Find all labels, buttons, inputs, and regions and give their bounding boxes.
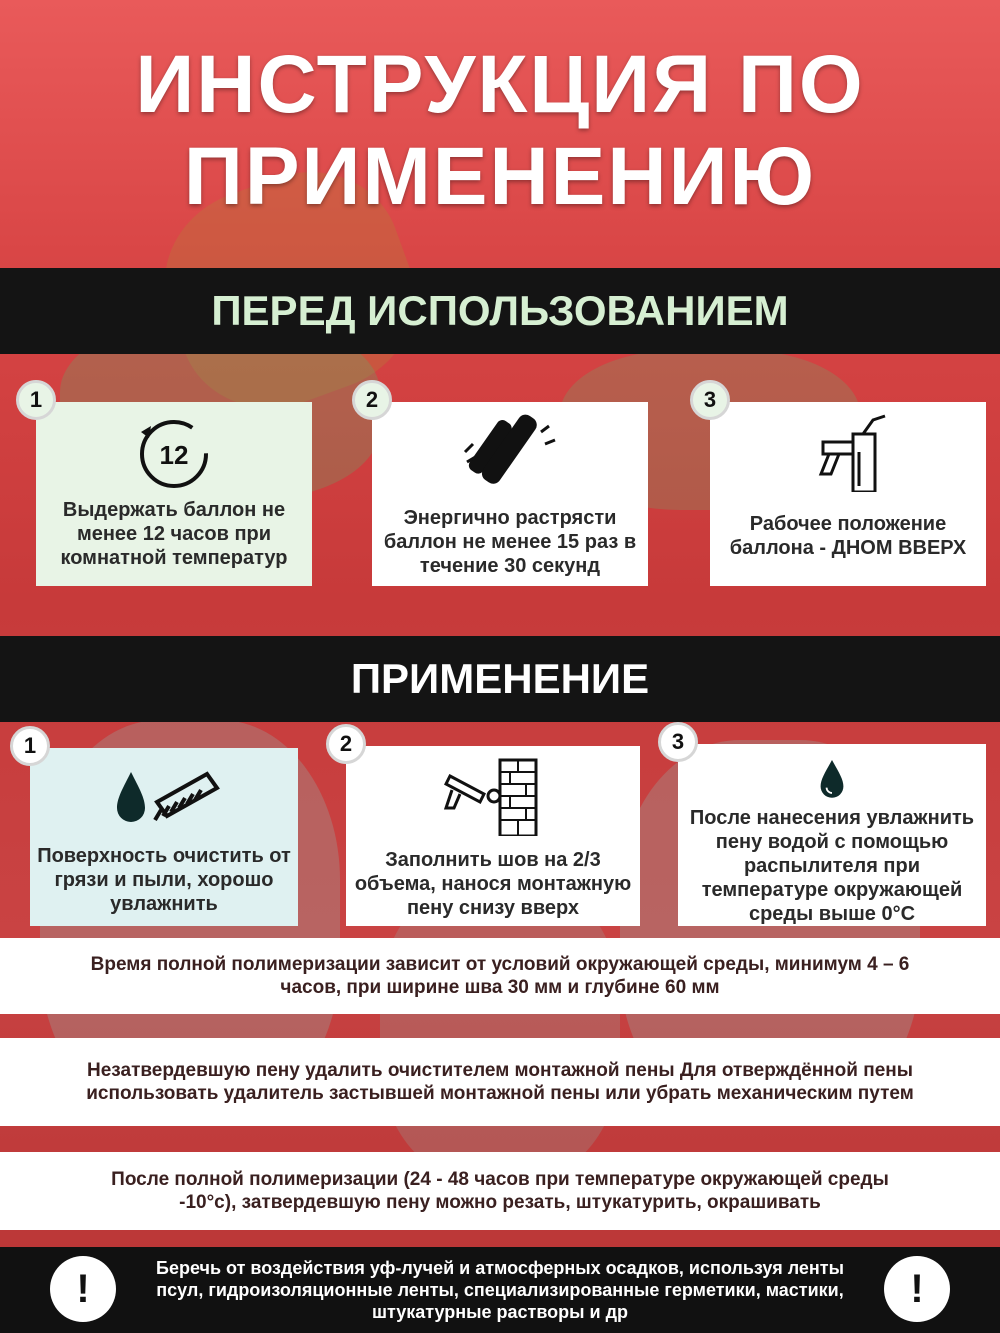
before-step-card-1 [36, 402, 312, 586]
step-text: Заполнить шов на 2/3 объема, нанося монтажную пену снизу вверх [354, 849, 632, 919]
apply-step-card-2 [346, 746, 640, 926]
step-text: После нанесения увлажнить пену водой с помощью распылителя при температуре окружающей среды выше 0°С [689, 807, 975, 925]
step-number-badge: 1 [10, 726, 50, 766]
section-header-before [0, 268, 1000, 354]
step-text: Поверхность очистить от грязи и пыли, хорошо увлажнить [37, 845, 291, 915]
section-heading: ПРИМЕНЕНИЕ [350, 655, 650, 702]
warning-icon: ! [884, 1256, 950, 1322]
step-number-badge: 3 [658, 722, 698, 762]
foam-gun-wall-icon [438, 756, 548, 836]
before-step-card-3 [710, 402, 986, 586]
apply-step-card-1 [30, 748, 298, 926]
note-after: После полной полимеризации (24 - 48 часов при температуре окружающей среды -10°с), затвердевшую пену можно резать, штукатурить, окрашивать [0, 1152, 1000, 1230]
drop-brush-icon [99, 758, 229, 838]
shake-can-icon [455, 412, 565, 492]
before-step-card-2 [372, 402, 648, 586]
warning-icon: ! [50, 1256, 116, 1322]
svg-text:12: 12 [159, 440, 189, 470]
section-header-apply [0, 636, 1000, 722]
gun-upside-icon [793, 412, 903, 492]
step-number-badge: 3 [690, 380, 730, 420]
footer-warning [0, 1247, 1000, 1333]
step-text: Энергично растрясти баллон не менее 15 раз в течение 30 секунд [383, 507, 637, 577]
page-title-line2: ПРИМЕНЕНИЮ [183, 131, 817, 222]
clock-12-icon [119, 412, 229, 492]
step-text: Выдержать баллон не менее 12 часов при комнатной температур [60, 499, 288, 569]
page-title-line1: ИНСТРУКЦИЯ ПО [135, 39, 865, 130]
note-polymerization: Время полной полимеризации зависит от условий окружающей среды, минимум 4 – 6 часов, при ширине шва 30 мм и глубине 60 мм [0, 938, 1000, 1014]
section-heading: ПЕРЕД ИСПОЛЬЗОВАНИЕМ [211, 287, 789, 334]
footer-text: Беречь от воздействия уф-лучей и атмосферных осадков, используя ленты псул, гидроизоляционные ленты, специализированные герметики, мастики, штукатурные растворы и др [156, 1258, 844, 1322]
step-number-badge: 2 [352, 380, 392, 420]
step-number-badge: 1 [16, 380, 56, 420]
step-number-badge: 2 [326, 724, 366, 764]
water-drop-icon [777, 754, 887, 802]
note-removal: Незатвердевшую пену удалить очистителем монтажной пены Для отверждённой пены использовать удалитель застывшей монтажной пены или убрать механическим путем [0, 1038, 1000, 1126]
step-text: Рабочее положение баллона - ДНОМ ВВЕРХ [729, 513, 967, 559]
apply-step-card-3 [678, 744, 986, 926]
